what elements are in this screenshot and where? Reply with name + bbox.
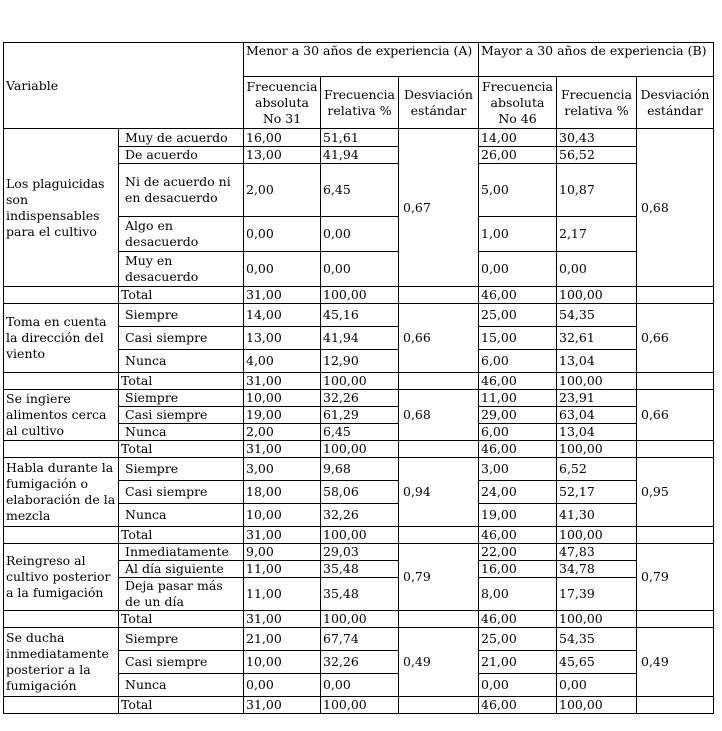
- rel-freq-b-header: Frecuencia relativa %: [557, 77, 637, 129]
- table-row: [4, 304, 714, 327]
- option-cell: Nunca: [119, 674, 244, 697]
- variable-cell-blank: [4, 373, 119, 390]
- abs-freq-b-cell: 29,00: [479, 407, 557, 424]
- variable-cell: Reingreso al cultivo posterior a la fumigación: [4, 544, 119, 611]
- abs-freq-b-cell: 16,00: [479, 561, 557, 578]
- abs-freq-a-header: Frecuencia absoluta No 31: [244, 77, 321, 129]
- option-cell: Inmediatamente: [119, 544, 244, 561]
- rel-freq-a-cell: 67,74: [321, 628, 399, 651]
- table-row: [4, 441, 714, 458]
- option-cell: Deja pasar más de un día: [119, 578, 244, 611]
- abs-freq-a-cell: 10,00: [244, 651, 321, 674]
- group-a-header: Menor a 30 años de experiencia (A): [244, 43, 479, 77]
- rel-freq-a-cell: 100,00: [321, 697, 399, 714]
- rel-freq-a-cell: 32,26: [321, 504, 399, 527]
- abs-freq-a-cell: 3,00: [244, 458, 321, 481]
- sd-a-cell-blank: [399, 611, 479, 628]
- sd-b-cell-blank: [637, 441, 714, 458]
- option-cell: De acuerdo: [119, 147, 244, 164]
- table-row: [4, 458, 714, 481]
- variable-cell-blank: [4, 441, 119, 458]
- abs-freq-b-cell: 6,00: [479, 424, 557, 441]
- abs-freq-b-cell: 46,00: [479, 527, 557, 544]
- rel-freq-a-cell: 100,00: [321, 287, 399, 304]
- abs-freq-a-cell: 16,00: [244, 129, 321, 147]
- rel-freq-b-cell: 63,04: [557, 407, 637, 424]
- abs-freq-a-cell: 0,00: [244, 252, 321, 287]
- rel-freq-a-cell: 100,00: [321, 373, 399, 390]
- table-row: [4, 390, 714, 407]
- option-cell: Siempre: [119, 458, 244, 481]
- sd-b-cell: 0,49: [637, 628, 714, 697]
- abs-freq-b-cell: 46,00: [479, 373, 557, 390]
- abs-freq-b-cell: 8,00: [479, 578, 557, 611]
- option-cell: Muy en desacuerdo: [119, 252, 244, 287]
- abs-freq-b-cell: 0,00: [479, 252, 557, 287]
- rel-freq-b-cell: 6,52: [557, 458, 637, 481]
- rel-freq-b-cell: 10,87: [557, 164, 637, 217]
- table-row: [4, 544, 714, 561]
- variable-cell: Habla durante la fumigación o elaboración de la mezcla: [4, 458, 119, 527]
- rel-freq-b-cell: 32,61: [557, 327, 637, 350]
- rel-freq-a-cell: 35,48: [321, 561, 399, 578]
- table-row: [4, 287, 714, 304]
- rel-freq-a-cell: 29,03: [321, 544, 399, 561]
- table-row: [4, 611, 714, 628]
- abs-freq-b-cell: 14,00: [479, 129, 557, 147]
- rel-freq-b-cell: 23,91: [557, 390, 637, 407]
- sd-b-cell-blank: [637, 373, 714, 390]
- abs-freq-b-cell: 46,00: [479, 611, 557, 628]
- option-cell: Muy de acuerdo: [119, 129, 244, 147]
- results-table: [3, 42, 714, 714]
- option-cell: Total: [119, 441, 244, 458]
- abs-freq-b-cell: 46,00: [479, 441, 557, 458]
- rel-freq-b-cell: 0,00: [557, 674, 637, 697]
- sd-b-header: Desviación estándar: [637, 77, 714, 129]
- option-cell: Total: [119, 287, 244, 304]
- rel-freq-a-cell: 12,90: [321, 350, 399, 373]
- abs-freq-b-cell: 6,00: [479, 350, 557, 373]
- option-cell: Ni de acuerdo ni en desacuerdo: [119, 164, 244, 217]
- variable-cell: Los plaguicidas son indispensables para el cultivo: [4, 129, 119, 287]
- rel-freq-a-cell: 61,29: [321, 407, 399, 424]
- sd-a-cell: 0,94: [399, 458, 479, 527]
- abs-freq-b-cell: 24,00: [479, 481, 557, 504]
- option-cell: Total: [119, 527, 244, 544]
- abs-freq-a-cell: 13,00: [244, 327, 321, 350]
- abs-freq-b-cell: 15,00: [479, 327, 557, 350]
- option-cell: Algo en desacuerdo: [119, 217, 244, 252]
- option-cell: Total: [119, 697, 244, 714]
- variable-cell-blank: [4, 697, 119, 714]
- table-row: [4, 129, 714, 147]
- sd-b-cell-blank: [637, 697, 714, 714]
- rel-freq-a-cell: 0,00: [321, 217, 399, 252]
- abs-freq-b-cell: 25,00: [479, 304, 557, 327]
- sd-a-cell-blank: [399, 697, 479, 714]
- variable-cell-blank: [4, 527, 119, 544]
- option-cell: Al día siguiente: [119, 561, 244, 578]
- rel-freq-b-cell: 17,39: [557, 578, 637, 611]
- abs-freq-a-cell: 18,00: [244, 481, 321, 504]
- sd-a-cell: 0,66: [399, 304, 479, 373]
- sd-b-cell: 0,66: [637, 390, 714, 441]
- sd-b-cell-blank: [637, 287, 714, 304]
- abs-freq-a-cell: 31,00: [244, 287, 321, 304]
- option-cell: Nunca: [119, 424, 244, 441]
- rel-freq-b-cell: 47,83: [557, 544, 637, 561]
- option-cell: Casi siempre: [119, 481, 244, 504]
- abs-freq-a-cell: 10,00: [244, 504, 321, 527]
- abs-freq-a-cell: 0,00: [244, 674, 321, 697]
- table-row: [4, 697, 714, 714]
- option-cell: Total: [119, 611, 244, 628]
- option-cell: Casi siempre: [119, 327, 244, 350]
- sd-b-cell: 0,95: [637, 458, 714, 527]
- table-row: [4, 628, 714, 651]
- option-cell: Total: [119, 373, 244, 390]
- sd-a-header: Desviación estándar: [399, 77, 479, 129]
- rel-freq-a-cell: 9,68: [321, 458, 399, 481]
- abs-freq-b-cell: 1,00: [479, 217, 557, 252]
- abs-freq-b-header: Frecuencia absoluta No 46: [479, 77, 557, 129]
- sd-b-cell-blank: [637, 527, 714, 544]
- option-cell: Siempre: [119, 304, 244, 327]
- rel-freq-a-cell: 45,16: [321, 304, 399, 327]
- abs-freq-b-cell: 22,00: [479, 544, 557, 561]
- variable-cell: Se ingiere alimentos cerca al cultivo: [4, 390, 119, 441]
- table-row: [4, 373, 714, 390]
- rel-freq-b-cell: 52,17: [557, 481, 637, 504]
- rel-freq-b-cell: 34,78: [557, 561, 637, 578]
- sd-a-cell: 0,49: [399, 628, 479, 697]
- sd-a-cell-blank: [399, 527, 479, 544]
- abs-freq-a-cell: 31,00: [244, 527, 321, 544]
- rel-freq-b-cell: 54,35: [557, 304, 637, 327]
- abs-freq-b-cell: 25,00: [479, 628, 557, 651]
- sd-a-cell: 0,67: [399, 129, 479, 287]
- rel-freq-a-cell: 100,00: [321, 441, 399, 458]
- variable-header: Variable: [4, 43, 244, 129]
- abs-freq-a-cell: 19,00: [244, 407, 321, 424]
- rel-freq-b-cell: 13,04: [557, 350, 637, 373]
- rel-freq-b-cell: 100,00: [557, 441, 637, 458]
- sd-a-cell-blank: [399, 373, 479, 390]
- abs-freq-a-cell: 10,00: [244, 390, 321, 407]
- rel-freq-b-cell: 2,17: [557, 217, 637, 252]
- rel-freq-a-cell: 100,00: [321, 527, 399, 544]
- abs-freq-b-cell: 3,00: [479, 458, 557, 481]
- abs-freq-a-cell: 31,00: [244, 441, 321, 458]
- sd-b-cell: 0,68: [637, 129, 714, 287]
- rel-freq-b-cell: 100,00: [557, 611, 637, 628]
- variable-cell: Toma en cuenta la dirección del viento: [4, 304, 119, 373]
- abs-freq-a-cell: 31,00: [244, 373, 321, 390]
- sd-b-cell: 0,66: [637, 304, 714, 373]
- sd-b-cell: 0,79: [637, 544, 714, 611]
- rel-freq-b-cell: 56,52: [557, 147, 637, 164]
- option-cell: Casi siempre: [119, 651, 244, 674]
- rel-freq-b-cell: 100,00: [557, 527, 637, 544]
- rel-freq-b-cell: 100,00: [557, 287, 637, 304]
- abs-freq-a-cell: 2,00: [244, 164, 321, 217]
- abs-freq-a-cell: 11,00: [244, 561, 321, 578]
- abs-freq-b-cell: 21,00: [479, 651, 557, 674]
- variable-cell-blank: [4, 287, 119, 304]
- abs-freq-a-cell: 13,00: [244, 147, 321, 164]
- rel-freq-b-cell: 41,30: [557, 504, 637, 527]
- sd-a-cell-blank: [399, 287, 479, 304]
- abs-freq-a-cell: 9,00: [244, 544, 321, 561]
- abs-freq-a-cell: 21,00: [244, 628, 321, 651]
- rel-freq-b-cell: 13,04: [557, 424, 637, 441]
- rel-freq-a-cell: 6,45: [321, 424, 399, 441]
- abs-freq-a-cell: 2,00: [244, 424, 321, 441]
- rel-freq-a-cell: 35,48: [321, 578, 399, 611]
- abs-freq-a-cell: 14,00: [244, 304, 321, 327]
- sd-a-cell: 0,68: [399, 390, 479, 441]
- sd-a-cell-blank: [399, 441, 479, 458]
- abs-freq-a-cell: 11,00: [244, 578, 321, 611]
- rel-freq-b-cell: 100,00: [557, 697, 637, 714]
- rel-freq-a-cell: 0,00: [321, 252, 399, 287]
- rel-freq-b-cell: 45,65: [557, 651, 637, 674]
- abs-freq-a-cell: 0,00: [244, 217, 321, 252]
- rel-freq-a-cell: 51,61: [321, 129, 399, 147]
- abs-freq-b-cell: 0,00: [479, 674, 557, 697]
- abs-freq-b-cell: 46,00: [479, 697, 557, 714]
- option-cell: Nunca: [119, 350, 244, 373]
- abs-freq-b-cell: 46,00: [479, 287, 557, 304]
- rel-freq-a-cell: 58,06: [321, 481, 399, 504]
- option-cell: Casi siempre: [119, 407, 244, 424]
- sd-a-cell: 0,79: [399, 544, 479, 611]
- rel-freq-a-cell: 0,00: [321, 674, 399, 697]
- abs-freq-b-cell: 19,00: [479, 504, 557, 527]
- rel-freq-a-cell: 6,45: [321, 164, 399, 217]
- rel-freq-a-cell: 41,94: [321, 327, 399, 350]
- rel-freq-b-cell: 100,00: [557, 373, 637, 390]
- rel-freq-b-cell: 30,43: [557, 129, 637, 147]
- variable-cell-blank: [4, 611, 119, 628]
- rel-freq-a-cell: 41,94: [321, 147, 399, 164]
- group-b-header: Mayor a 30 años de experiencia (B): [479, 43, 714, 77]
- abs-freq-b-cell: 26,00: [479, 147, 557, 164]
- abs-freq-a-cell: 31,00: [244, 611, 321, 628]
- rel-freq-a-cell: 32,26: [321, 651, 399, 674]
- rel-freq-b-cell: 0,00: [557, 252, 637, 287]
- option-cell: Siempre: [119, 390, 244, 407]
- abs-freq-a-cell: 31,00: [244, 697, 321, 714]
- table-row: [4, 527, 714, 544]
- abs-freq-a-cell: 4,00: [244, 350, 321, 373]
- sd-b-cell-blank: [637, 611, 714, 628]
- rel-freq-a-cell: 100,00: [321, 611, 399, 628]
- abs-freq-b-cell: 5,00: [479, 164, 557, 217]
- rel-freq-a-header: Frecuencia relativa %: [321, 77, 399, 129]
- rel-freq-a-cell: 32,26: [321, 390, 399, 407]
- option-cell: Siempre: [119, 628, 244, 651]
- variable-cell: Se ducha inmediatamente posterior a la fumigación: [4, 628, 119, 697]
- abs-freq-b-cell: 11,00: [479, 390, 557, 407]
- rel-freq-b-cell: 54,35: [557, 628, 637, 651]
- option-cell: Nunca: [119, 504, 244, 527]
